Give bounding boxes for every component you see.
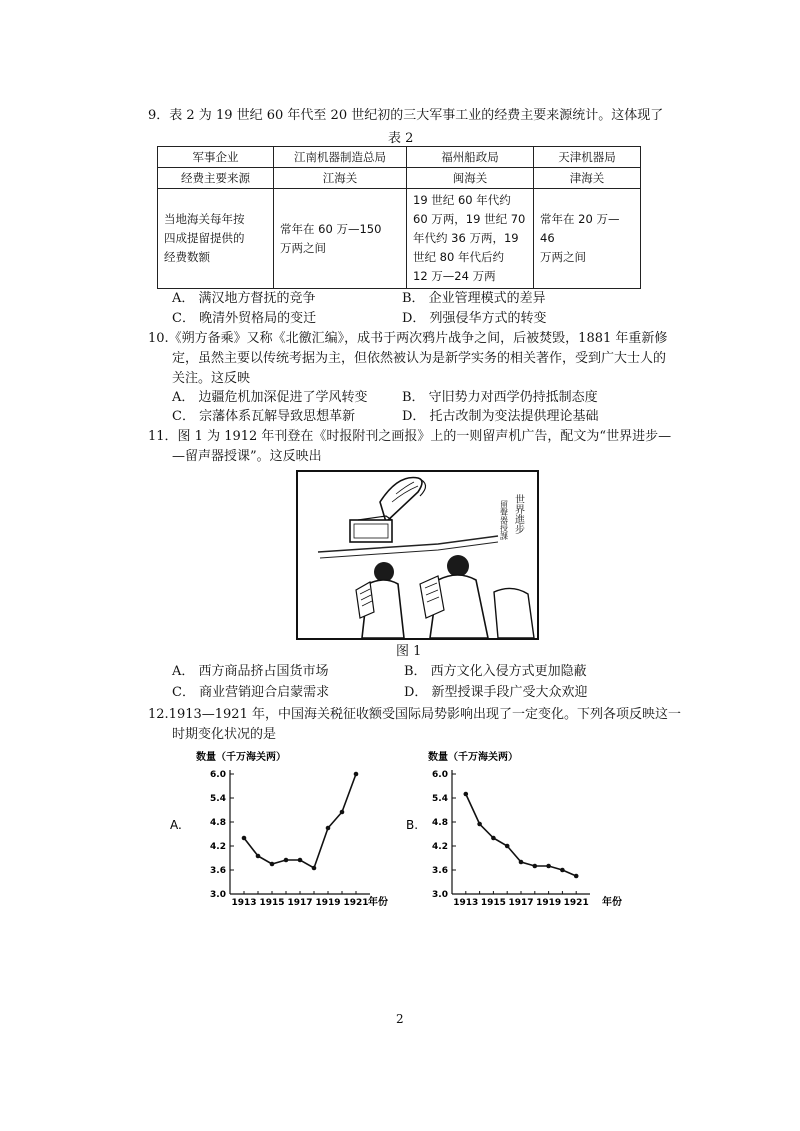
x-tick-label: 1917: [287, 898, 313, 908]
data-point: [340, 810, 345, 815]
y-tick-label: 6.0: [210, 770, 226, 780]
data-point: [546, 864, 551, 869]
data-point: [519, 860, 524, 865]
data-point: [505, 844, 510, 849]
table-cell-jiangnan: [274, 189, 407, 289]
q10-option-a[interactable]: A． 边疆危机加深促进了学风转变: [172, 390, 368, 405]
q11-option-d[interactable]: D． 新型授课手段广受大众欢迎: [404, 685, 588, 700]
x-tick-label: 1915: [259, 898, 285, 908]
cell-line: 世纪 80 年代后约: [413, 250, 504, 264]
table-cell-label: [158, 189, 274, 289]
q9-option-c[interactable]: C． 晚清外贸格局的变迁: [172, 311, 317, 326]
table-cell: 江海关: [274, 168, 407, 189]
q10-option-c[interactable]: C． 宗藩体系瓦解导致思想革新: [172, 409, 356, 424]
chart-b: [396, 744, 636, 914]
y-tick-label: 3.0: [210, 890, 226, 900]
data-point: [477, 822, 482, 827]
y-tick-label: 5.4: [432, 794, 448, 804]
q12-stem-line2: 时期变化状况的是: [172, 727, 277, 742]
data-point: [491, 836, 496, 841]
q9-option-d[interactable]: D． 列强侵华方式的转变: [402, 311, 547, 326]
y-tick-label: 6.0: [432, 770, 448, 780]
data-point: [533, 864, 538, 869]
gramophone-ad-figure: [296, 470, 539, 640]
table-cell: 闽海关: [407, 168, 534, 189]
cell-line: 常年在 60 万—150: [280, 221, 382, 236]
q11-option-c[interactable]: C． 商业营销迎合启蒙需求: [172, 685, 330, 700]
page-number: 2: [396, 1012, 404, 1026]
data-point: [284, 858, 289, 863]
y-tick-label: 3.6: [432, 866, 448, 876]
table-header-cell: 福州船政局: [407, 147, 534, 168]
chart-ylabel: 数量（千万海关两）: [428, 752, 518, 763]
q9-option-a[interactable]: A． 满汉地方督抚的竞争: [172, 291, 316, 306]
x-tick-label: 1913: [453, 898, 479, 908]
cell-line: 万两之间: [280, 240, 326, 255]
series-line: [244, 774, 356, 868]
q10-option-b[interactable]: B． 守旧势力对西学仍持抵制态度: [402, 390, 598, 405]
y-tick-label: 3.0: [432, 890, 448, 900]
chart-xlabel: 年份: [368, 897, 388, 908]
q10-stem-line3: 关注。这反映: [172, 371, 251, 386]
q11-option-a[interactable]: A． 西方商品挤占国货市场: [172, 664, 329, 679]
chart-xlabel: 年份: [602, 897, 622, 908]
y-tick-label: 5.4: [210, 794, 226, 804]
q10-option-d[interactable]: D． 托古改制为变法提供理论基础: [402, 409, 599, 424]
cell-line: 万两之间: [540, 250, 586, 264]
cell-line: 60 万两，19 世纪 70: [413, 212, 526, 226]
figure-caption-text-2: 留聲器授課: [499, 500, 509, 540]
table-header-cell: 江南机器制造总局: [274, 147, 407, 168]
data-point: [256, 854, 261, 859]
y-tick-label: 4.2: [210, 842, 226, 852]
q9-option-b[interactable]: B． 企业管理模式的差异: [402, 291, 546, 306]
gramophone-illustration: [298, 472, 537, 638]
data-point: [464, 792, 469, 797]
x-tick-label: 1913: [231, 898, 257, 908]
data-point: [326, 826, 331, 831]
cell-line: 当地海关每年按: [164, 212, 245, 226]
q12-stem-line1: 12.1913—1921 年，中国海关税征收额受国际局势影响出现了一定变化。下列各项反映这一: [148, 707, 681, 722]
table-cell-fuzhou: [407, 189, 534, 289]
data-point: [574, 874, 579, 879]
q9-stem: 9．表 2 为 19 世纪 60 年代至 20 世纪初的三大军事工业的经费主要来源统计。这体现了: [148, 108, 664, 123]
table-header-cell: 天津机器局: [534, 147, 641, 168]
q11-option-b[interactable]: B． 西方文化入侵方式更加隐蔽: [404, 664, 587, 679]
chart-a: [160, 744, 400, 914]
x-tick-label: 1917: [508, 898, 534, 908]
y-tick-label: 4.8: [210, 818, 226, 828]
cell-line: 19 世纪 60 年代约: [413, 193, 511, 207]
table-cell: 津海关: [534, 168, 641, 189]
cell-line: 12 万—24 万两: [413, 269, 496, 283]
y-tick-label: 4.8: [432, 818, 448, 828]
data-point: [270, 862, 275, 867]
q10-stem-line1: 10.《朔方备乘》又称《北徼汇编》，成书于两次鸦片战争之间，后被焚毁，1881 年重新修: [148, 331, 668, 346]
data-point: [312, 866, 317, 871]
cell-line: 常年在 20 万—46: [540, 212, 620, 245]
y-tick-label: 4.2: [432, 842, 448, 852]
x-tick-label: 1919: [315, 898, 341, 908]
y-tick-label: 3.6: [210, 866, 226, 876]
cell-line: 经费数额: [164, 250, 210, 264]
figure-caption: 图 1: [396, 644, 422, 659]
q10-stem-line2: 定，虽然主要以传统考据为主，但依然被认为是新学实务的相关著作，受到广大士人的: [172, 351, 667, 366]
cell-line: 四成提留提供的: [164, 231, 245, 245]
table-header-cell: 军事企业: [158, 147, 274, 168]
table-cell: 经费主要来源: [158, 168, 274, 189]
table-caption: 表 2: [388, 131, 414, 146]
data-point: [560, 868, 565, 873]
data-point: [354, 772, 359, 777]
data-point: [298, 858, 303, 863]
chart-ylabel: 数量（千万海关两）: [196, 752, 286, 763]
x-tick-label: 1919: [536, 898, 562, 908]
x-tick-label: 1915: [480, 898, 506, 908]
chart-option-label: B.: [406, 818, 419, 832]
cell-line: 年代约 36 万两，19: [413, 231, 519, 245]
chart-option-label: A.: [170, 818, 182, 832]
table-cell-tianjin: [534, 189, 641, 289]
figure-caption-text-1: 世界進步: [512, 494, 524, 534]
q11-stem-line1: 11．图 1 为 1912 年刊登在《时报附刊之画报》上的一则留声机广告，配文为“世界进步—: [148, 429, 672, 444]
q11-stem-line2: —留声器授课”。这反映出: [172, 449, 322, 464]
x-tick-label: 1921: [563, 898, 589, 908]
data-point: [242, 836, 247, 841]
table-2: [157, 146, 641, 289]
x-tick-label: 1921: [343, 898, 369, 908]
